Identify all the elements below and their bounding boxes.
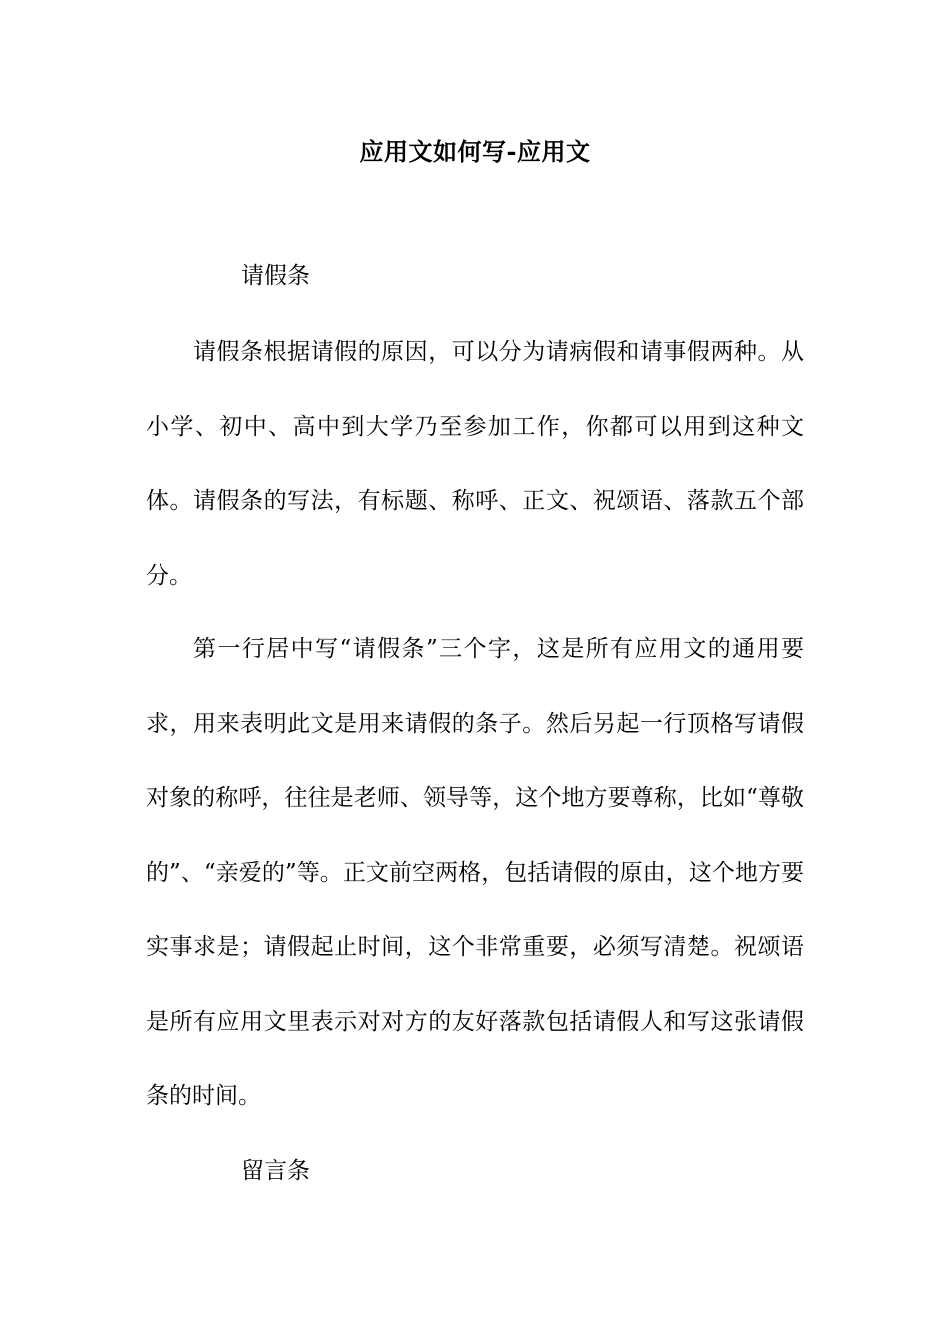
document-title: 应用文如何写-应用文 — [359, 137, 591, 166]
paragraph: 请假条根据请假的原因，可以分为请病假和请事假两种。从小学、初中、高中到大学乃至参加工作，你都可以用到这种文体。请假条的写法，有标题、称呼、正文、祝颂语、落款五个部分。 — [146, 339, 804, 589]
paragraph: 第一行居中写“请假条”三个字，这是所有应用文的通用要求，用来表明此文是用来请假的条子。然后另起一行顶格写请假对象的称呼，往往是老师、领导等，这个地方要尊称，比如“尊敬的”、“亲爱的”等。正文前空两格，包括请假的原由，这个地方要实事求是；请假起止时间，这个非常重要，必须写清楚。祝颂语是所有应用文里表示对对方的友好落款包括请假人和写这张请假条的时间。 — [146, 636, 804, 1109]
section-heading-message-note: 留言条 — [241, 1158, 310, 1184]
section-heading-leave-note: 请假条 — [241, 263, 310, 289]
